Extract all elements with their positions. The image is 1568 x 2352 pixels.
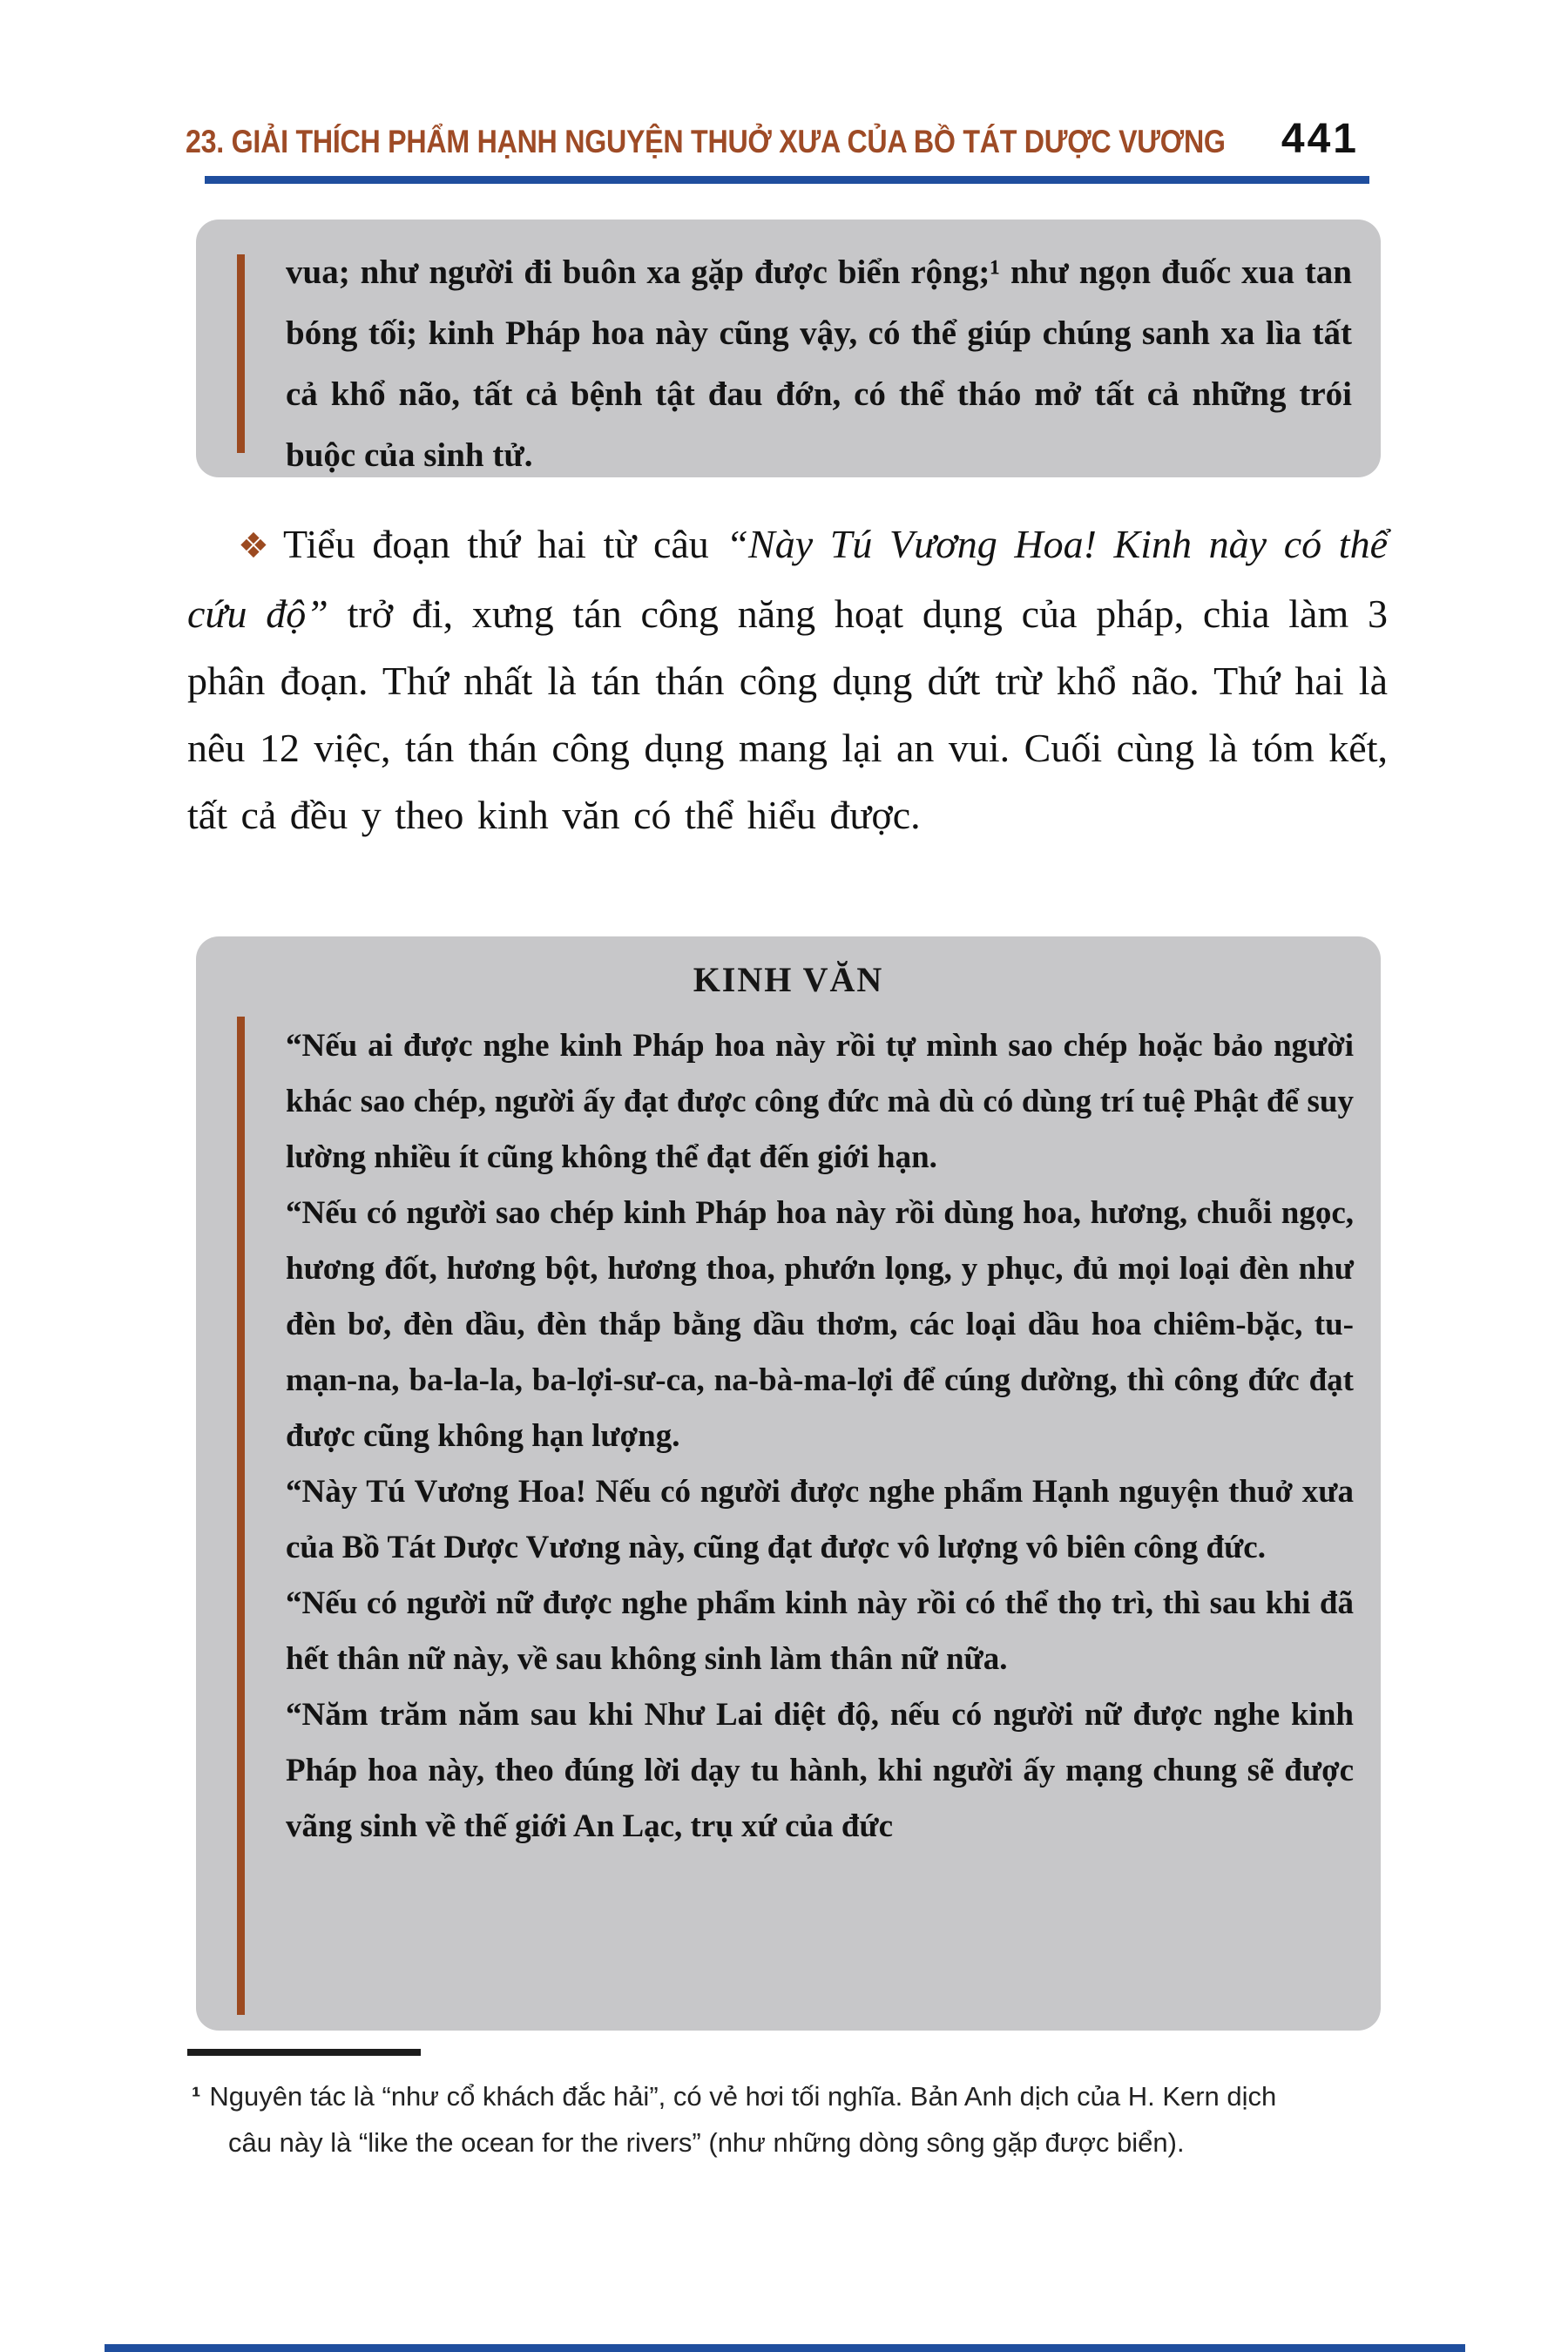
sutra-paragraph: “Năm trăm năm sau khi Như Lai diệt độ, nếu có người nữ được nghe kinh Pháp hoa này, theo đúng lời dạy tu hành, khi người ấy mạng chung sẽ được vãng sinh về thế giới An Lạc, trụ xứ của đức <box>286 1697 1354 1844</box>
sutra-paragraph: “Này Tú Vương Hoa! Nếu có người được nghe phẩm Hạnh nguyện thuở xưa của Bồ Tát Dược Vương này, cũng đạt được vô lượng vô biên công đức. <box>286 1474 1354 1565</box>
header-rule <box>205 176 1369 184</box>
footer-rule <box>105 2344 1465 2352</box>
footnote-marker: ¹ <box>192 2081 201 2112</box>
quote-accent-bar <box>237 254 245 453</box>
commentary-paragraph <box>187 510 1388 848</box>
commentary-lead: Tiểu đoạn thứ hai từ câu <box>283 522 727 566</box>
commentary-rest: trở đi, xưng tán công năng hoạt dụng của pháp, chia làm 3 phân đoạn. Thứ nhất là tán thán công dụng dứt trừ khổ não. Thứ hai là nêu 12 việc, tán thán công dụng mang lại an vui. Cuối cùng là tóm kết, tất cả đều y theo kinh văn có thể hiểu được. <box>187 591 1388 837</box>
page-number: 441 <box>1281 116 1359 162</box>
sutra-quote-text: vua; như người đi buôn xa gặp được biển rộng;¹ như ngọn đuốc xua tan bóng tối; kinh Pháp hoa này cũng vậy, có thể giúp chúng sanh xa lìa tất cả khổ não, tất cả bệnh tật đau đớn, có thể tháo mở tất cả những trói buộc của sinh tử. <box>286 253 1352 474</box>
kinh-van-text <box>286 1018 1354 1855</box>
footnote-separator <box>187 2049 421 2056</box>
diamond-bullet-icon: ❖ <box>238 526 274 566</box>
kinh-van-accent-bar <box>237 1017 245 2015</box>
sutra-quote-box <box>196 220 1381 477</box>
commentary-quote-italic: “Này Tú Vương Hoa! Kinh này có thể cứu độ” <box>187 522 1388 636</box>
footnote-text: Nguyên tác là “như cổ khách đắc hải”, có vẻ hơi tối nghĩa. Bản Anh dịch của H. Kern dịch câu này là “like the ocean for the rivers” (như những dòng sông gặp được biển). <box>209 2081 1277 2158</box>
sutra-paragraph: “Nếu ai được nghe kinh Pháp hoa này rồi tự mình sao chép hoặc bảo người khác sao chép, người ấy đạt được công đức mà dù có dùng trí tuệ Phật để suy lường nhiều ít cũng không thể đạt đến giới hạn. <box>286 1028 1354 1175</box>
sutra-paragraph: “Nếu có người nữ được nghe phẩm kinh này rồi có thể thọ trì, thì sau khi đã hết thân nữ này, về sau không sinh làm thân nữ nữa. <box>286 1585 1354 1677</box>
footnote <box>192 2073 1317 2166</box>
chapter-title: 23. GIẢI THÍCH PHẨM HẠNH NGUYỆN THUỞ XƯA CỦA BỒ TÁT DƯỢC VƯƠNG <box>186 124 1226 159</box>
kinh-van-box <box>196 936 1381 2031</box>
sutra-paragraph: “Nếu có người sao chép kinh Pháp hoa này rồi dùng hoa, hương, chuỗi ngọc, hương đốt, hương bột, hương thoa, phướn lọng, y phục, đủ mọi loại đèn như đèn bơ, đèn dầu, đèn thắp bằng dầu thơm, các loại dầu hoa chiêm-bặc, tu-mạn-na, ba-la-la, ba-lợi-sư-ca, na-bà-ma-lợi để cúng dường, thì công đức đạt được cũng không hạn lượng. <box>286 1195 1354 1454</box>
kinh-van-heading: KINH VĂN <box>693 960 884 999</box>
